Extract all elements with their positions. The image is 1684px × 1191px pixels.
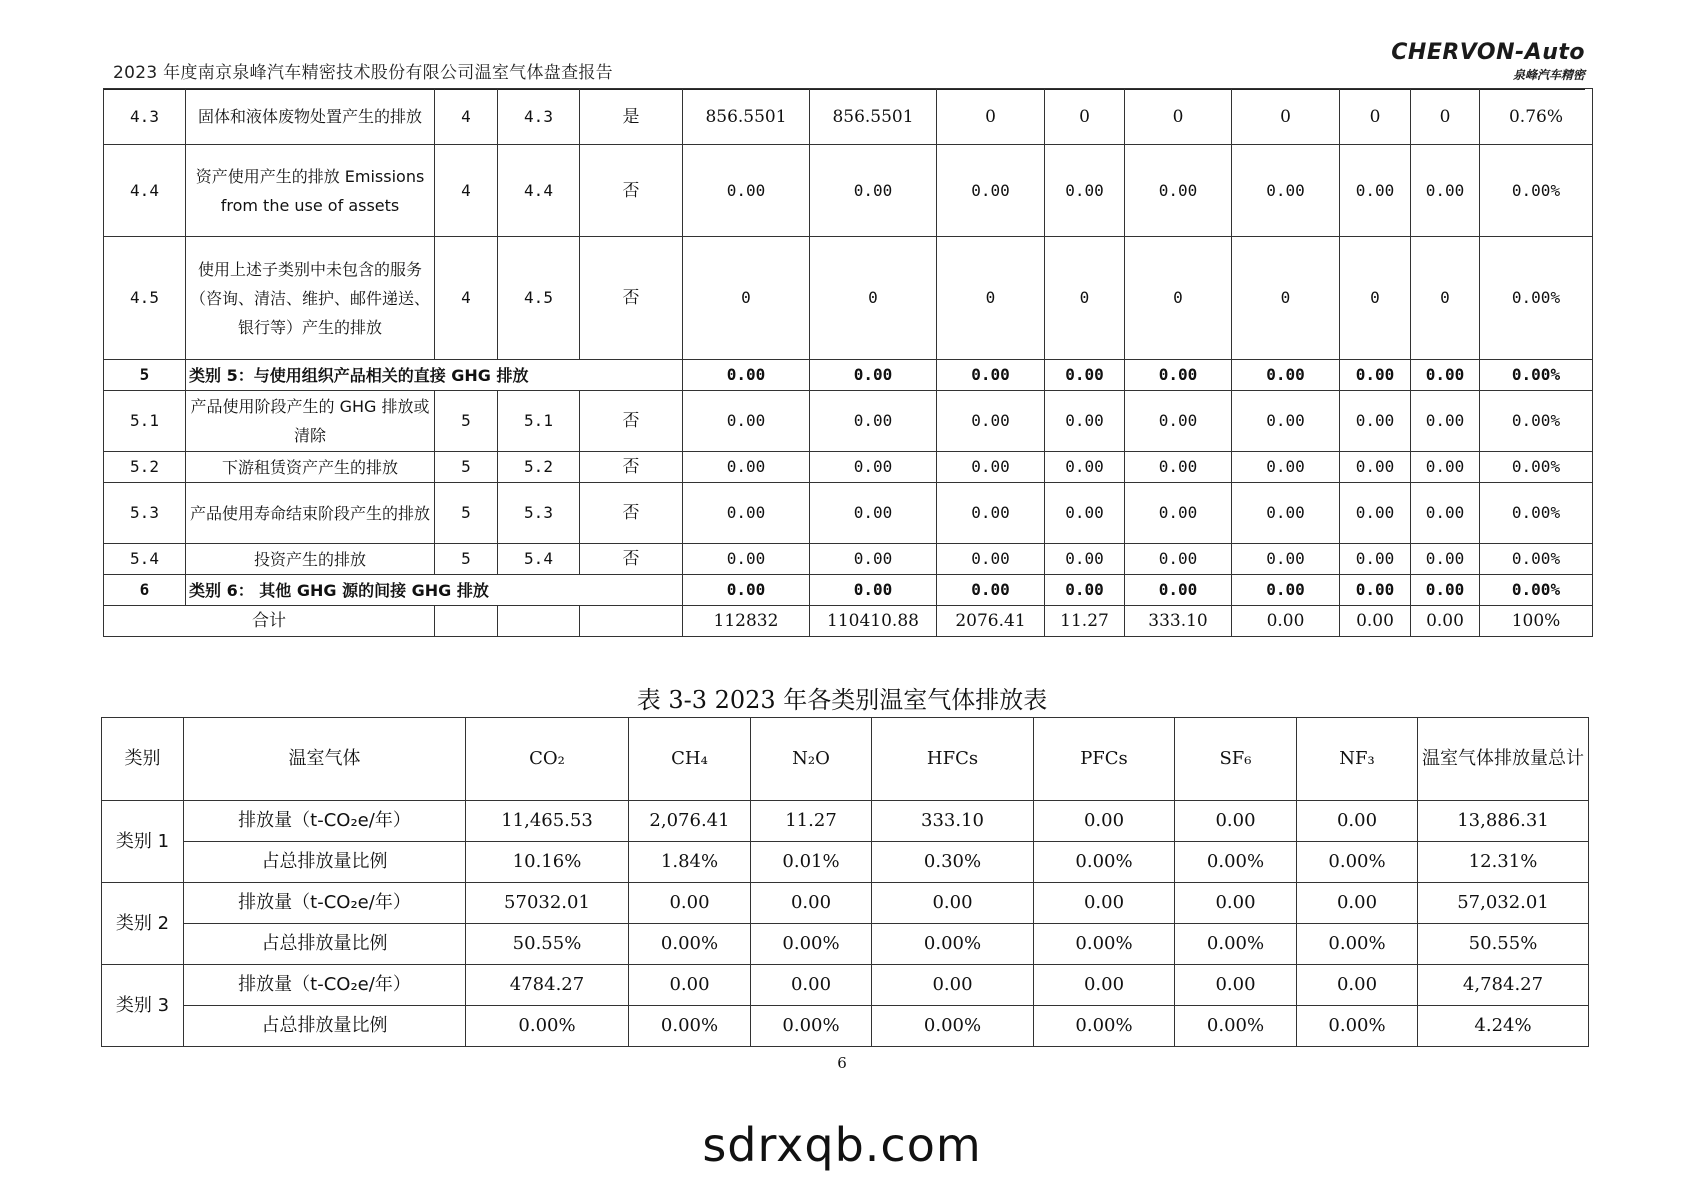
value-cell: 0.00 [1125,145,1232,237]
value-cell: 2,076.41 [629,801,751,842]
table-caption: 表 3-3 2023 年各类别温室气体排放表 [636,686,1048,714]
row-category: 5 [435,452,498,483]
total-value: 0.00 [1340,606,1411,637]
value-cell: 0.00 [1034,801,1175,842]
value-cell: 0.00 [1045,391,1125,452]
value-cell: 4.24% [1418,1006,1589,1047]
value-cell: 0.00 [1125,575,1232,606]
value-cell: 0.00 [1232,452,1340,483]
value-cell: 0.00 [810,544,937,575]
total-row [104,606,1593,637]
value-cell: 0.01% [751,842,872,883]
value-cell: 0.00 [1340,452,1411,483]
value-cell: 0.30% [872,842,1034,883]
total-value: 11.27 [1045,606,1125,637]
ratio-label: 占总排放量比例 [184,924,466,965]
table-row [102,883,1589,924]
page-number: 6 [837,1054,847,1072]
row-id: 4.4 [104,145,186,237]
value-cell: 0.00 [1411,360,1480,391]
value-cell: 10.16% [466,842,629,883]
value-cell: 0.00 [1297,801,1418,842]
value-cell: 856.5501 [810,89,937,145]
row-id: 6 [104,575,186,606]
emissions-subcategory-table [103,88,1593,637]
category-label: 类别 1 [102,801,184,883]
value-cell: 0.00 [1411,544,1480,575]
value-cell: 0.00 [1125,452,1232,483]
value-cell: 0.00 [1034,965,1175,1006]
value-cell: 0.00 [810,145,937,237]
percent-cell: 0.00% [1480,360,1593,391]
table-row [102,842,1589,883]
total-value: 0.00 [1411,606,1480,637]
table-row [102,965,1589,1006]
row-name: 固体和液体废物处置产生的排放 [186,89,435,145]
value-cell: 0 [1045,237,1125,360]
value-cell: 0.00 [1034,883,1175,924]
value-cell: 4,784.27 [1418,965,1589,1006]
logo-subtitle: 泉峰汽车精密 [1512,68,1585,82]
row-flag: 否 [580,483,683,544]
value-cell: 0.00 [1045,452,1125,483]
table-row [104,89,1593,145]
value-cell: 11,465.53 [466,801,629,842]
value-cell: 0 [1125,89,1232,145]
row-flag: 否 [580,391,683,452]
row-subcategory: 4.5 [498,237,580,360]
value-cell: 0.00% [466,1006,629,1047]
percent-cell: 0.00% [1480,483,1593,544]
value-cell: 0 [1340,89,1411,145]
value-cell: 0.00 [810,391,937,452]
value-cell: 0.00% [629,924,751,965]
row-subcategory: 5.2 [498,452,580,483]
column-header: SF₆ [1175,718,1297,801]
value-cell: 0.00 [810,360,937,391]
logo-wordmark: CHERVON-Auto [1391,40,1585,65]
value-cell: 0.00 [1411,575,1480,606]
table-row [102,801,1589,842]
value-cell: 0.00% [1297,1006,1418,1047]
value-cell: 0 [937,89,1045,145]
value-cell: 0.00 [1125,360,1232,391]
row-subcategory: 4.4 [498,145,580,237]
value-cell: 0.00 [683,360,810,391]
total-value: 0.00 [1232,606,1340,637]
category-summary-row [104,575,1593,606]
row-name: 使用上述子类别中未包含的服务（咨询、清洁、维护、邮件递送、银行等）产生的排放 [186,237,435,360]
value-cell: 0.00 [1340,145,1411,237]
value-cell: 0.00 [1411,483,1480,544]
percent-cell: 0.00% [1480,237,1593,360]
value-cell: 0.00% [1175,842,1297,883]
value-cell: 0.00 [1297,883,1418,924]
company-logo [1365,40,1585,84]
column-header: 类别 [102,718,184,801]
value-cell: 0.00 [1340,483,1411,544]
value-cell: 0 [1232,237,1340,360]
value-cell: 0.00 [751,883,872,924]
value-cell: 0.00 [1045,360,1125,391]
emission-label: 排放量（t-CO₂e/年） [184,965,466,1006]
emission-label: 排放量（t-CO₂e/年） [184,883,466,924]
table-header-row [102,718,1589,801]
total-value: 2076.41 [937,606,1045,637]
value-cell: 0.00 [937,391,1045,452]
value-cell: 0.00 [810,575,937,606]
value-cell: 0 [1340,237,1411,360]
value-cell: 0.00 [1340,391,1411,452]
value-cell: 0.00% [751,1006,872,1047]
value-cell: 0.00 [1125,544,1232,575]
table-row [104,452,1593,483]
row-subcategory: 5.3 [498,483,580,544]
emission-label: 排放量（t-CO₂e/年） [184,801,466,842]
value-cell: 50.55% [466,924,629,965]
value-cell: 0.00 [937,360,1045,391]
value-cell: 0.00 [751,965,872,1006]
category-ghg-table [101,717,1589,1047]
row-name: 资产使用产生的排放 Emissions from the use of assets [186,145,435,237]
percent-cell: 0.00% [1480,391,1593,452]
value-cell: 0.00 [937,483,1045,544]
value-cell: 0 [1411,237,1480,360]
value-cell: 0.00 [1340,360,1411,391]
column-header: CO₂ [466,718,629,801]
table-row [104,544,1593,575]
value-cell: 0.00 [683,575,810,606]
value-cell: 0.00 [1125,483,1232,544]
value-cell: 0.00% [1034,1006,1175,1047]
row-name: 下游租赁资产产生的排放 [186,452,435,483]
value-cell: 0.00 [937,544,1045,575]
value-cell: 0.00 [1045,575,1125,606]
value-cell: 0 [1125,237,1232,360]
value-cell: 0.00 [937,452,1045,483]
value-cell: 333.10 [872,801,1034,842]
value-cell: 0.00 [1340,544,1411,575]
category-summary-row [104,360,1593,391]
row-category: 4 [435,89,498,145]
value-cell: 0.00 [1297,965,1418,1006]
row-id: 4.5 [104,237,186,360]
value-cell: 0.00 [1340,575,1411,606]
value-cell: 0.00 [1232,391,1340,452]
value-cell: 0.00 [810,483,937,544]
value-cell: 0.00 [1232,145,1340,237]
value-cell: 856.5501 [683,89,810,145]
column-header: PFCs [1034,718,1175,801]
column-header: N₂O [751,718,872,801]
table-row [104,237,1593,360]
column-header: 温室气体排放量总计 [1418,718,1589,801]
row-name: 产品使用阶段产生的 GHG 排放或清除 [186,391,435,452]
ratio-label: 占总排放量比例 [184,842,466,883]
value-cell: 11.27 [751,801,872,842]
row-subcategory: 4.3 [498,89,580,145]
value-cell: 0.00% [1175,1006,1297,1047]
value-cell: 0.00 [1232,483,1340,544]
row-id: 5.4 [104,544,186,575]
value-cell: 0.00 [629,965,751,1006]
value-cell: 0.00% [629,1006,751,1047]
value-cell: 0 [937,237,1045,360]
value-cell: 0.00 [1411,391,1480,452]
empty-cell [580,606,683,637]
value-cell: 0.00% [751,924,872,965]
row-name: 投资产生的排放 [186,544,435,575]
percent-cell: 0.00% [1480,452,1593,483]
value-cell: 0.00 [1175,883,1297,924]
row-name: 产品使用寿命结束阶段产生的排放 [186,483,435,544]
category-title: 类别 5：与使用组织产品相关的直接 GHG 排放 [186,360,683,391]
row-id: 5.3 [104,483,186,544]
value-cell: 0.00% [1034,842,1175,883]
value-cell: 4784.27 [466,965,629,1006]
value-cell: 13,886.31 [1418,801,1589,842]
value-cell: 0.00 [872,883,1034,924]
value-cell: 0 [683,237,810,360]
value-cell: 0.00% [1297,842,1418,883]
row-id: 5 [104,360,186,391]
row-category: 5 [435,544,498,575]
row-flag: 否 [580,237,683,360]
value-cell: 0.00 [1125,391,1232,452]
row-id: 4.3 [104,89,186,145]
empty-cell [498,606,580,637]
row-flag: 否 [580,145,683,237]
value-cell: 0.00% [1297,924,1418,965]
column-header: CH₄ [629,718,751,801]
category-label: 类别 3 [102,965,184,1047]
total-percent: 100% [1480,606,1593,637]
value-cell: 0.00 [1045,145,1125,237]
value-cell: 0.00% [1175,924,1297,965]
value-cell: 0.00 [683,483,810,544]
column-header: 温室气体 [184,718,466,801]
percent-cell: 0.76% [1480,89,1593,145]
empty-cell [435,606,498,637]
value-cell: 0 [1232,89,1340,145]
report-title: 2023 年度南京泉峰汽车精密技术股份有限公司温室气体盘查报告 [113,63,613,83]
value-cell: 0.00% [872,1006,1034,1047]
table-row [104,391,1593,452]
value-cell: 0.00 [937,145,1045,237]
value-cell: 0.00 [1175,965,1297,1006]
value-cell: 0.00 [683,391,810,452]
table-row [104,145,1593,237]
percent-cell: 0.00% [1480,575,1593,606]
row-flag: 否 [580,452,683,483]
row-category: 5 [435,483,498,544]
page-header [103,40,1585,90]
row-flag: 是 [580,89,683,145]
value-cell: 0.00 [683,544,810,575]
percent-cell: 0.00% [1480,544,1593,575]
value-cell: 50.55% [1418,924,1589,965]
value-cell: 12.31% [1418,842,1589,883]
row-id: 5.1 [104,391,186,452]
value-cell: 0.00 [683,452,810,483]
value-cell: 0.00 [1411,145,1480,237]
table-row [102,1006,1589,1047]
value-cell: 0.00 [872,965,1034,1006]
value-cell: 0 [1045,89,1125,145]
value-cell: 0.00% [1034,924,1175,965]
value-cell: 57032.01 [466,883,629,924]
category-title: 类别 6： 其他 GHG 源的间接 GHG 排放 [186,575,683,606]
value-cell: 0.00 [937,575,1045,606]
table-row [102,924,1589,965]
value-cell: 0.00% [872,924,1034,965]
total-value: 110410.88 [810,606,937,637]
percent-cell: 0.00% [1480,145,1593,237]
value-cell: 0.00 [1045,544,1125,575]
value-cell: 0 [810,237,937,360]
row-subcategory: 5.4 [498,544,580,575]
value-cell: 0 [1411,89,1480,145]
row-subcategory: 5.1 [498,391,580,452]
value-cell: 0.00 [683,145,810,237]
row-category: 5 [435,391,498,452]
row-flag: 否 [580,544,683,575]
value-cell: 0.00 [1232,575,1340,606]
value-cell: 0.00 [1411,452,1480,483]
table-row [104,483,1593,544]
site-watermark: sdrxqb.com [702,1118,982,1172]
total-value: 112832 [683,606,810,637]
total-value: 333.10 [1125,606,1232,637]
column-header: HFCs [872,718,1034,801]
value-cell: 1.84% [629,842,751,883]
value-cell: 0.00 [629,883,751,924]
value-cell: 0.00 [1045,483,1125,544]
category-label: 类别 2 [102,883,184,965]
value-cell: 0.00 [1232,544,1340,575]
total-label: 合计 [104,606,435,637]
value-cell: 0.00 [1232,360,1340,391]
row-id: 5.2 [104,452,186,483]
value-cell: 57,032.01 [1418,883,1589,924]
ratio-label: 占总排放量比例 [184,1006,466,1047]
column-header: NF₃ [1297,718,1418,801]
row-category: 4 [435,145,498,237]
value-cell: 0.00 [810,452,937,483]
row-category: 4 [435,237,498,360]
value-cell: 0.00 [1175,801,1297,842]
